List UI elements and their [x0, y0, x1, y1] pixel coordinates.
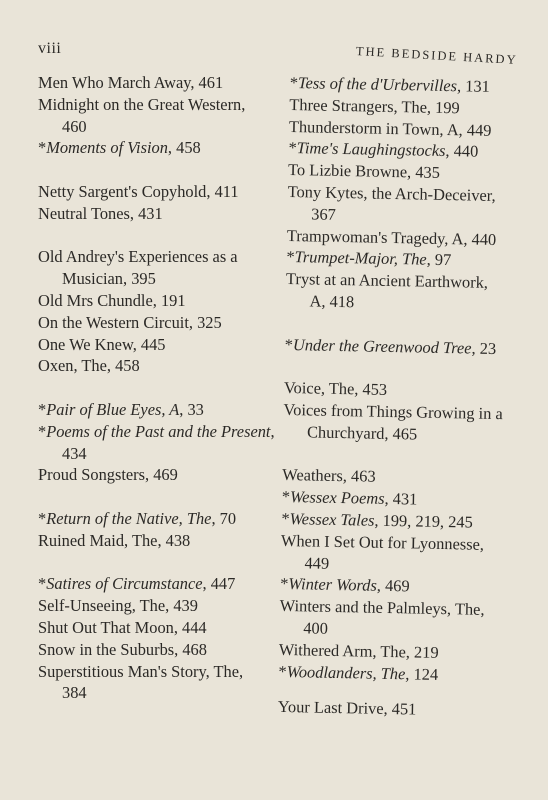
index-entry: [38, 464, 282, 486]
entry-pages: , 469: [145, 465, 178, 485]
entry-title: Trumpet-Major, The: [294, 247, 427, 270]
index-entry: [38, 203, 282, 225]
index-column-right: [278, 72, 534, 723]
entry-title: Three Strangers, The: [289, 94, 428, 117]
entry-pages: ,: [239, 661, 244, 681]
index-entry: [38, 399, 282, 421]
index-entry: [38, 72, 282, 94]
entry-pages: , 440: [445, 141, 479, 162]
entry-title: Self-Unseeing, The: [38, 596, 166, 616]
group-gap: [38, 377, 282, 399]
entry-pages: ,: [479, 534, 485, 554]
entry-marker: *: [284, 334, 294, 354]
entry-pages: , 431: [384, 489, 418, 509]
index-entry: [38, 181, 282, 203]
entry-continuation: 400: [303, 618, 329, 638]
index-entry: [38, 334, 282, 356]
entry-title: Trampwoman's Tragedy, A: [286, 225, 464, 248]
index-entry: [38, 246, 282, 290]
entry-title: One We Knew: [38, 334, 133, 354]
entry-pages: ,: [480, 599, 485, 619]
entry-title: Winters and the Palmleys, The: [279, 596, 481, 619]
entry-title: To Lizbie Browne: [287, 160, 408, 182]
entry-pages: , 431: [129, 203, 163, 223]
entry-pages: , 440: [463, 228, 497, 249]
entry-title: Weathers: [282, 465, 344, 486]
entry-pages: , 131: [456, 76, 491, 96]
entry-pages: , 445: [132, 334, 166, 354]
index-entry: [38, 290, 282, 312]
entry-marker: *: [38, 421, 47, 441]
entry-title: Neutral Tones: [38, 203, 130, 223]
entry-pages: , 449: [458, 119, 492, 140]
entry-title: Tony Kytes, the Arch-Deceiver: [287, 181, 492, 205]
entry-title: Tryst at an Ancient Earthwork: [285, 269, 485, 292]
entry-pages: , 463: [342, 466, 376, 487]
entry-pages: , 199: [426, 97, 460, 118]
entry-continuation: A, 418: [309, 291, 355, 312]
entry-pages: , 458: [106, 356, 140, 376]
entry-marker: *: [289, 72, 299, 93]
index-entry: [38, 355, 282, 377]
index-entry: [279, 595, 524, 643]
entry-pages: , 199, 219, 245: [374, 510, 473, 532]
index-entry: [38, 137, 282, 159]
index-entry: [38, 508, 282, 530]
entry-pages: , 97: [426, 250, 452, 270]
entry-pages: , 23: [471, 338, 497, 358]
entry-title: Wessex Tales: [289, 509, 375, 530]
index-entry: [38, 639, 282, 661]
index-entry: [38, 421, 282, 465]
group-gap: [38, 486, 282, 508]
entry-title: Voices from Things Growing in a: [283, 399, 503, 424]
entry-marker: *: [38, 399, 47, 419]
entry-title: Moments of Vision: [46, 138, 168, 158]
entry-title: Shut Out That Moon: [38, 617, 174, 637]
entry-continuation: 384: [62, 683, 87, 703]
entry-marker: *: [38, 508, 47, 528]
entry-pages: ,: [483, 272, 489, 293]
entry-title: Oxen, The: [38, 356, 107, 376]
index-entry: [38, 312, 282, 334]
entry-pages: , 438: [157, 530, 191, 550]
running-title: THE BEDSIDE HARDY: [355, 44, 518, 68]
index-entry: [38, 595, 282, 617]
entry-continuation: Musician, 395: [62, 269, 156, 289]
entry-title: Poems of the Past and the Present: [46, 421, 271, 441]
entry-pages: , 439: [165, 596, 198, 616]
entry-title: Old Andrey's Experiences as a: [38, 247, 238, 267]
entry-pages: , 219: [405, 642, 439, 662]
entry-title: Old Mrs Chundle: [38, 290, 153, 310]
entry-title: Your Last Drive: [277, 697, 384, 719]
entry-title: Return of the Native, The: [46, 508, 212, 528]
index-entry: [38, 661, 282, 705]
index-entry: [38, 573, 282, 595]
entry-title: Proud Songsters: [38, 465, 146, 485]
group-gap: [38, 225, 282, 247]
entry-title: Midnight on the Great Western: [38, 94, 242, 114]
index-entry: [280, 530, 525, 578]
entry-pages: , 453: [354, 379, 388, 400]
entry-continuation: 434: [62, 443, 87, 463]
entry-title: Under the Greenwood Tree: [292, 334, 472, 358]
entry-pages: , 451: [383, 699, 417, 719]
entry-pages: , 191: [152, 290, 186, 310]
index-column-left: [38, 72, 282, 704]
group-gap: [38, 552, 282, 574]
entry-title: Wessex Poems: [289, 487, 385, 509]
entry-marker: *: [286, 247, 295, 267]
entry-pages: , 469: [376, 576, 410, 596]
entry-marker: *: [281, 508, 290, 529]
entry-continuation: 460: [62, 116, 87, 136]
entry-title: Men Who March Away: [38, 73, 191, 92]
entry-title: When I Set Out for Lyonnesse: [280, 530, 481, 554]
entry-pages: , 444: [173, 617, 207, 637]
index-entry: [283, 399, 528, 447]
entry-marker: *: [38, 574, 47, 594]
entry-title: Netty Sargent's Copyhold: [38, 181, 207, 201]
entry-pages: , 447: [202, 574, 236, 594]
entry-pages: , 435: [406, 162, 441, 183]
page-number: viii: [38, 40, 62, 57]
entry-title: Woodlanders, The: [286, 661, 406, 683]
entry-pages: ,: [270, 421, 275, 441]
index-entry: [38, 530, 282, 552]
entry-pages: ,: [241, 94, 246, 114]
entry-pages: , 70: [211, 508, 237, 528]
entry-pages: , 325: [188, 312, 222, 332]
entry-pages: , 411: [206, 181, 239, 201]
entry-pages: , 468: [174, 639, 207, 659]
entry-pages: , 33: [179, 399, 204, 419]
index-entry: [38, 94, 282, 138]
index-entry: [285, 268, 530, 316]
entry-continuation: 367: [311, 204, 337, 224]
group-gap: [38, 159, 282, 181]
entry-title: On the Western Circuit: [38, 312, 189, 332]
entry-marker: *: [38, 138, 47, 158]
entry-continuation: 449: [304, 552, 330, 573]
entry-title: Thunderstorm in Town, A: [288, 116, 459, 139]
index-entry: [287, 181, 532, 229]
entry-pages: , 124: [405, 663, 439, 684]
entry-title: Withered Arm, The: [278, 639, 407, 662]
entry-marker: *: [288, 138, 297, 158]
index-entry: [278, 696, 522, 722]
entry-title: Ruined Maid, The: [38, 530, 158, 550]
entry-pages: , 461: [190, 73, 224, 92]
entry-title: Time's Laughingstocks: [296, 138, 446, 161]
entry-title: Snow in the Suburbs: [38, 639, 175, 659]
entry-title: Superstitious Man's Story, The: [38, 661, 240, 681]
entry-title: Tess of the d'Urbervilles: [297, 73, 458, 96]
entry-title: Voice, The: [283, 378, 355, 399]
entry-marker: *: [278, 661, 287, 681]
entry-title: Winter Words: [288, 574, 378, 596]
entry-marker: *: [279, 574, 289, 594]
entry-title: Pair of Blue Eyes, A: [46, 399, 180, 419]
index-entry: [38, 617, 282, 639]
entry-continuation: Churchyard, 465: [306, 422, 418, 444]
entry-marker: *: [281, 487, 291, 507]
entry-title: Satires of Circumstance: [46, 574, 203, 594]
entry-pages: , 458: [167, 138, 201, 158]
entry-pages: ,: [491, 185, 496, 205]
